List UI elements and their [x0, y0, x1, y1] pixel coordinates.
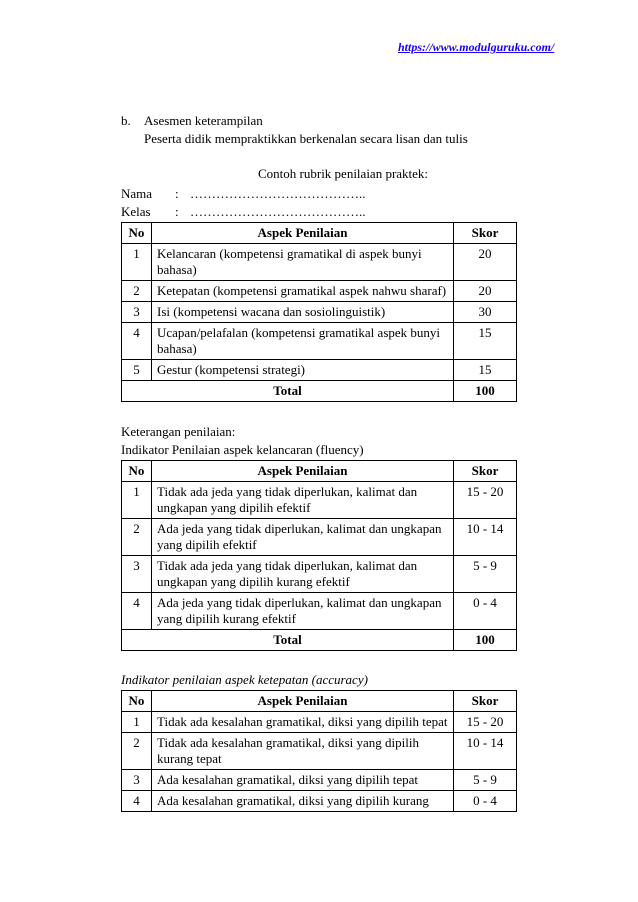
table-row	[122, 281, 517, 302]
header-link[interactable]: https://www.modulguruku.com/	[398, 40, 555, 54]
header-aspek: Aspek Penilaian	[152, 691, 454, 712]
row-skor: 0 - 4	[454, 593, 517, 630]
table-header-row	[122, 461, 517, 482]
table-row	[122, 302, 517, 323]
header-skor: Skor	[454, 691, 517, 712]
table-row	[122, 360, 517, 381]
total-value: 100	[454, 630, 517, 651]
row-aspek: Ada jeda yang tidak diperlukan, kalimat dan ungkapan yang dipilih kurang efektif	[152, 593, 454, 630]
row-skor: 0 - 4	[454, 791, 517, 812]
row-aspek: Tidak ada kesalahan gramatikal, diksi yang dipilih kurang tepat	[152, 733, 454, 770]
indikator-accuracy-title: Indikator penilaian aspek ketepatan (accuracy)	[121, 672, 368, 687]
row-aspek: Ucapan/pelafalan (kompetensi gramatikal aspek bunyi bahasa)	[152, 323, 454, 360]
row-no: 3	[122, 302, 152, 323]
row-aspek: Tidak ada jeda yang tidak diperlukan, kalimat dan ungkapan yang dipilih efektif	[152, 482, 454, 519]
row-skor: 15 - 20	[454, 482, 517, 519]
section-marker: b.	[121, 113, 131, 128]
table-row	[122, 770, 517, 791]
table-header-row	[122, 691, 517, 712]
total-label: Total	[122, 630, 454, 651]
row-skor: 5 - 9	[454, 556, 517, 593]
row-no: 1	[122, 482, 152, 519]
keterangan-label: Keterangan penilaian:	[121, 424, 236, 439]
row-no: 3	[122, 556, 152, 593]
row-skor: 20	[454, 281, 517, 302]
row-aspek: Isi (kompetensi wacana dan sosiolinguistik)	[152, 302, 454, 323]
row-skor: 5 - 9	[454, 770, 517, 791]
table-row	[122, 482, 517, 519]
header-aspek: Aspek Penilaian	[152, 223, 454, 244]
row-aspek: Gestur (kompetensi strategi)	[152, 360, 454, 381]
row-skor: 30	[454, 302, 517, 323]
field-value-kelas: …………………………………..	[190, 204, 366, 219]
accuracy-table	[121, 690, 517, 812]
row-skor: 15 - 20	[454, 712, 517, 733]
row-no: 4	[122, 791, 152, 812]
table-row	[122, 791, 517, 812]
row-skor: 10 - 14	[454, 519, 517, 556]
row-no: 5	[122, 360, 152, 381]
table-row	[122, 593, 517, 630]
field-label-kelas: Kelas	[121, 204, 151, 219]
field-label-nama: Nama	[121, 186, 153, 201]
row-no: 2	[122, 733, 152, 770]
row-no: 2	[122, 281, 152, 302]
row-no: 1	[122, 244, 152, 281]
field-separator: :	[175, 186, 179, 201]
indikator-fluency-title: Indikator Penilaian aspek kelancaran (fluency)	[121, 442, 364, 457]
total-value: 100	[454, 381, 517, 402]
row-skor: 20	[454, 244, 517, 281]
header-aspek: Aspek Penilaian	[152, 461, 454, 482]
header-no: No	[122, 461, 152, 482]
header-skor: Skor	[454, 223, 517, 244]
header-no: No	[122, 223, 152, 244]
row-skor: 15	[454, 323, 517, 360]
row-skor: 10 - 14	[454, 733, 517, 770]
section-description: Peserta didik mempraktikkan berkenalan secara lisan dan tulis	[144, 131, 468, 146]
header-no: No	[122, 691, 152, 712]
field-separator: :	[175, 204, 179, 219]
section-title: Asesmen keterampilan	[144, 113, 263, 128]
rubric-title: Contoh rubrik penilaian praktek:	[258, 166, 429, 181]
row-aspek: Ketepatan (kompetensi gramatikal aspek nahwu sharaf)	[152, 281, 454, 302]
table-total-row	[122, 630, 517, 651]
row-skor: 15	[454, 360, 517, 381]
row-no: 3	[122, 770, 152, 791]
row-aspek: Tidak ada jeda yang tidak diperlukan, kalimat dan ungkapan yang dipilih kurang efektif	[152, 556, 454, 593]
row-no: 1	[122, 712, 152, 733]
row-aspek: Ada kesalahan gramatikal, diksi yang dipilih kurang	[152, 791, 454, 812]
row-no: 4	[122, 323, 152, 360]
fluency-table	[121, 460, 517, 651]
field-value-nama: …………………………………..	[190, 186, 366, 201]
total-label: Total	[122, 381, 454, 402]
table-total-row	[122, 381, 517, 402]
row-aspek: Tidak ada kesalahan gramatikal, diksi yang dipilih tepat	[152, 712, 454, 733]
table-row	[122, 323, 517, 360]
row-aspek: Ada jeda yang tidak diperlukan, kalimat dan ungkapan yang dipilih efektif	[152, 519, 454, 556]
rubric-table	[121, 222, 517, 402]
row-no: 2	[122, 519, 152, 556]
table-header-row	[122, 223, 517, 244]
table-row	[122, 244, 517, 281]
row-no: 4	[122, 593, 152, 630]
table-row	[122, 712, 517, 733]
row-aspek: Ada kesalahan gramatikal, diksi yang dipilih tepat	[152, 770, 454, 791]
row-aspek: Kelancaran (kompetensi gramatikal di aspek bunyi bahasa)	[152, 244, 454, 281]
table-row	[122, 733, 517, 770]
table-row	[122, 556, 517, 593]
table-row	[122, 519, 517, 556]
header-skor: Skor	[454, 461, 517, 482]
